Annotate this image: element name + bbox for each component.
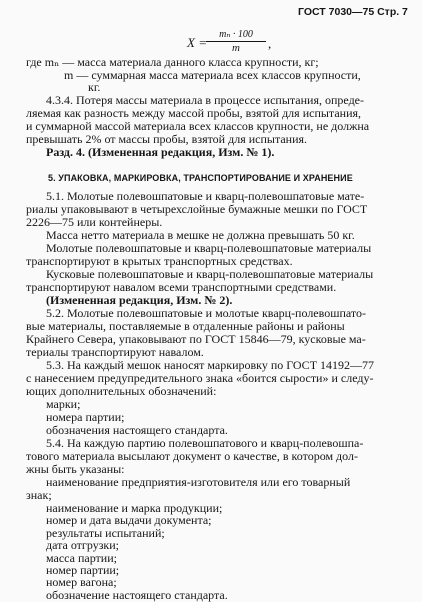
text-line: тового материала высылают документ о качестве, в котором дол-: [26, 449, 358, 463]
text-line: транспортируют в крытых транспортных средствах.: [26, 254, 293, 268]
text-line: жны быть указаны:: [26, 462, 125, 476]
section-heading: 5. УПАКОВКА, МАРКИРОВКА, ТРАНСПОРТИРОВАНИЕ И ХРАНЕНИЕ: [48, 173, 353, 183]
text-line: где mₙ — масса материала данного класса крупности, кг;: [26, 55, 319, 69]
list-item: номер и дата выдачи документа;: [46, 513, 212, 528]
text-line: Масса нетто материала в мешке не должна превышать 50 кг.: [46, 228, 355, 242]
text-line: транспортируют навалом всеми транспортными средствами.: [26, 280, 337, 294]
formula-fraction: [206, 28, 266, 55]
text-line: риалы упаковывают в четырехслойные бумажные мешки по ГОСТ: [26, 202, 368, 216]
list-item: результаты испытаний;: [46, 525, 165, 540]
text-line: с нанесением предупредительного знака «боится сырости» и следу-: [26, 371, 374, 385]
list-item: номера партии;: [46, 410, 125, 424]
text-line: кг.: [88, 80, 101, 94]
list-item: номер партии;: [46, 563, 120, 577]
text-line: 2226—75 или контейнеры.: [26, 215, 163, 229]
page-header: ГОСТ 7030—75 Стр. 7: [298, 6, 408, 18]
amendment-note: (Измененная редакция, Изм. № 2).: [46, 293, 233, 307]
list-item: обозначение настоящего стандарта.: [46, 587, 228, 602]
text-line: териалы транспортируют навалом.: [26, 345, 204, 359]
formula-denominator: m: [232, 42, 240, 54]
text-line: ляемая как разность между массой пробы, взятой для испытания,: [26, 106, 362, 120]
amendment-note: Разд. 4. (Измененная редакция, Изм. № 1).: [46, 145, 275, 159]
text-line: Крайнего Севера, упаковывают по ГОСТ 15846—79, кусковые ма-: [26, 332, 366, 346]
list-item: дата отгрузки;: [46, 538, 120, 553]
text-line: вые материалы, поставляемые в отдаленные районы и районы: [26, 319, 345, 333]
formula-numerator: mₙ · 100: [206, 28, 266, 42]
text-line: 5.2. Молотые полевошпатовые и молотые кварц-полевошпато-: [46, 306, 366, 320]
text-line: 5.3. На каждый мешок наносят маркировку по ГОСТ 14192—77: [46, 358, 375, 372]
text-line: Кусковые полевошпатовые и кварц-полевошпатовые материалы: [46, 267, 374, 281]
text-line: Молотые полевошпатовые и кварц-полевошпатовые материалы: [46, 241, 372, 255]
list-item: обозначения настоящего стандарта.: [46, 423, 228, 437]
formula-lhs: X =: [187, 35, 207, 50]
list-item: марки;: [46, 397, 81, 411]
text-line: и суммарной массой материала всех классов крупности, не должна: [26, 119, 370, 133]
list-item: номер вагона;: [46, 575, 117, 590]
list-item: знак;: [26, 488, 52, 502]
list-item: масса партии;: [46, 550, 117, 565]
list-item: наименование и марка продукции;: [46, 501, 223, 515]
text-line: 5.4. На каждую партию полевошпатового и кварц-полевошпа-: [46, 436, 364, 450]
text-line: 5.1. Молотые полевошпатовые и кварц-полевошпатовые мате-: [46, 189, 365, 203]
text-line: 4.3.4. Потеря массы материала в процессе испытания, опреде-: [46, 93, 365, 107]
formula-comma: ,: [268, 36, 272, 51]
text-line: m — суммарная масса материала всех классов крупности,: [64, 68, 361, 82]
list-item: наименование предприятия-изготовителя или его товарный: [46, 475, 351, 489]
text-line: ющих дополнительных обозначений:: [26, 384, 217, 398]
text-line: превышать 2% от массы пробы, взятой для испытания.: [26, 132, 308, 146]
